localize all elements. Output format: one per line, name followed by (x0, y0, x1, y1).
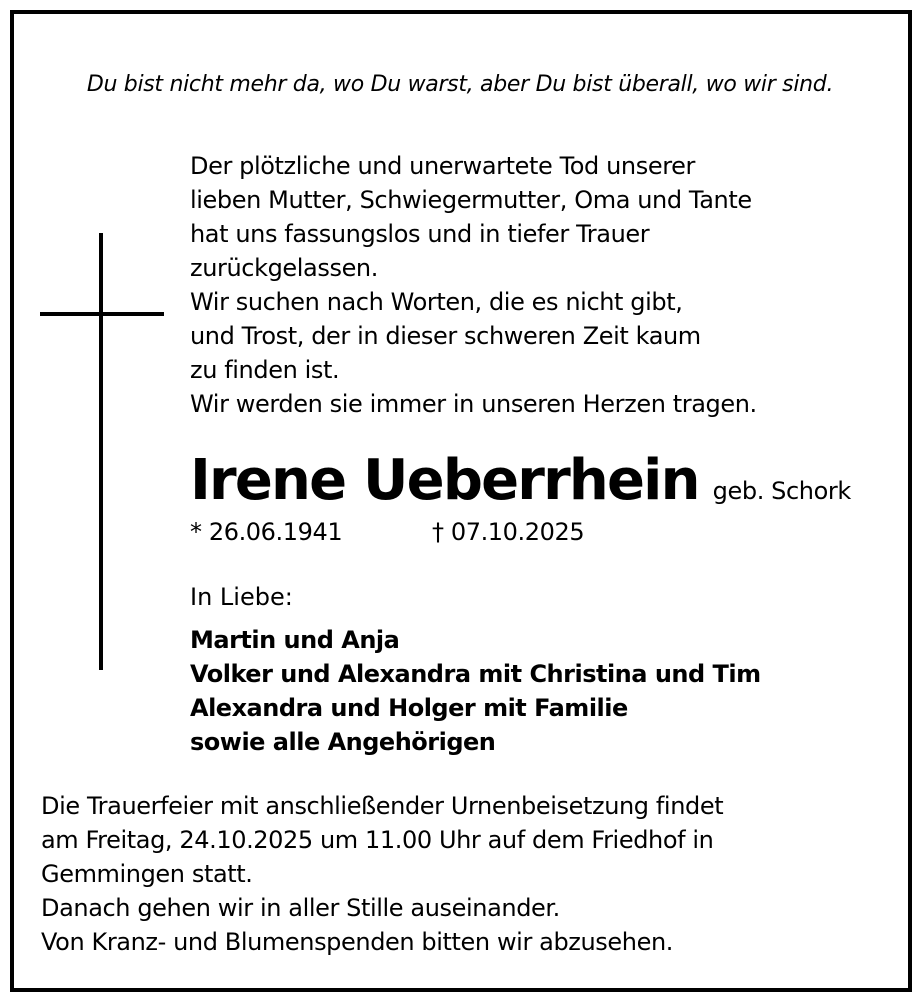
motto-quote: Du bist nicht mehr da, wo Du warst, aber Du bist überall, wo wir sind. (86, 72, 834, 97)
intro-line: Wir werden sie immer in unseren Herzen tragen. (190, 390, 757, 418)
birth-date: * 26.06.1941 (190, 518, 343, 546)
intro-line: Wir suchen nach Worten, die es nicht gibt, (190, 288, 683, 316)
intro-line: lieben Mutter, Schwiegermutter, Oma und Tante (190, 186, 752, 214)
service-line: Die Trauerfeier mit anschließender Urnenbeisetzung findet (41, 792, 724, 820)
death-date: † 07.10.2025 (432, 518, 585, 546)
service-line: Gemmingen statt. (41, 860, 253, 888)
mourner-line: Volker und Alexandra mit Christina und Tim (190, 660, 761, 688)
deceased-name: Irene Ueberrhein (190, 448, 699, 513)
cross-icon-crossbar (40, 312, 164, 316)
intro-line: hat uns fassungslos und in tiefer Trauer (190, 220, 650, 248)
intro-text (190, 149, 757, 421)
intro-line: Der plötzliche und unerwartete Tod unserer (190, 152, 695, 180)
service-line: Von Kranz- und Blumenspenden bitten wir abzusehen. (41, 928, 673, 956)
service-line: am Freitag, 24.10.2025 um 11.00 Uhr auf dem Friedhof in (41, 826, 714, 854)
mourner-line: Martin und Anja (190, 626, 400, 654)
service-line: Danach gehen wir in aller Stille auseinander. (41, 894, 560, 922)
deceased-name-row (190, 448, 851, 513)
mourner-line: sowie alle Angehörigen (190, 728, 496, 756)
in-love-label: In Liebe: (190, 583, 293, 611)
funeral-service-info (41, 789, 723, 959)
maiden-name: geb. Schork (712, 477, 851, 505)
mourners-list (190, 623, 761, 759)
intro-line: zu finden ist. (190, 356, 340, 384)
cross-icon (99, 233, 103, 670)
intro-line: zurückgelassen. (190, 254, 378, 282)
intro-line: und Trost, der in dieser schweren Zeit kaum (190, 322, 701, 350)
mourner-line: Alexandra und Holger mit Familie (190, 694, 628, 722)
